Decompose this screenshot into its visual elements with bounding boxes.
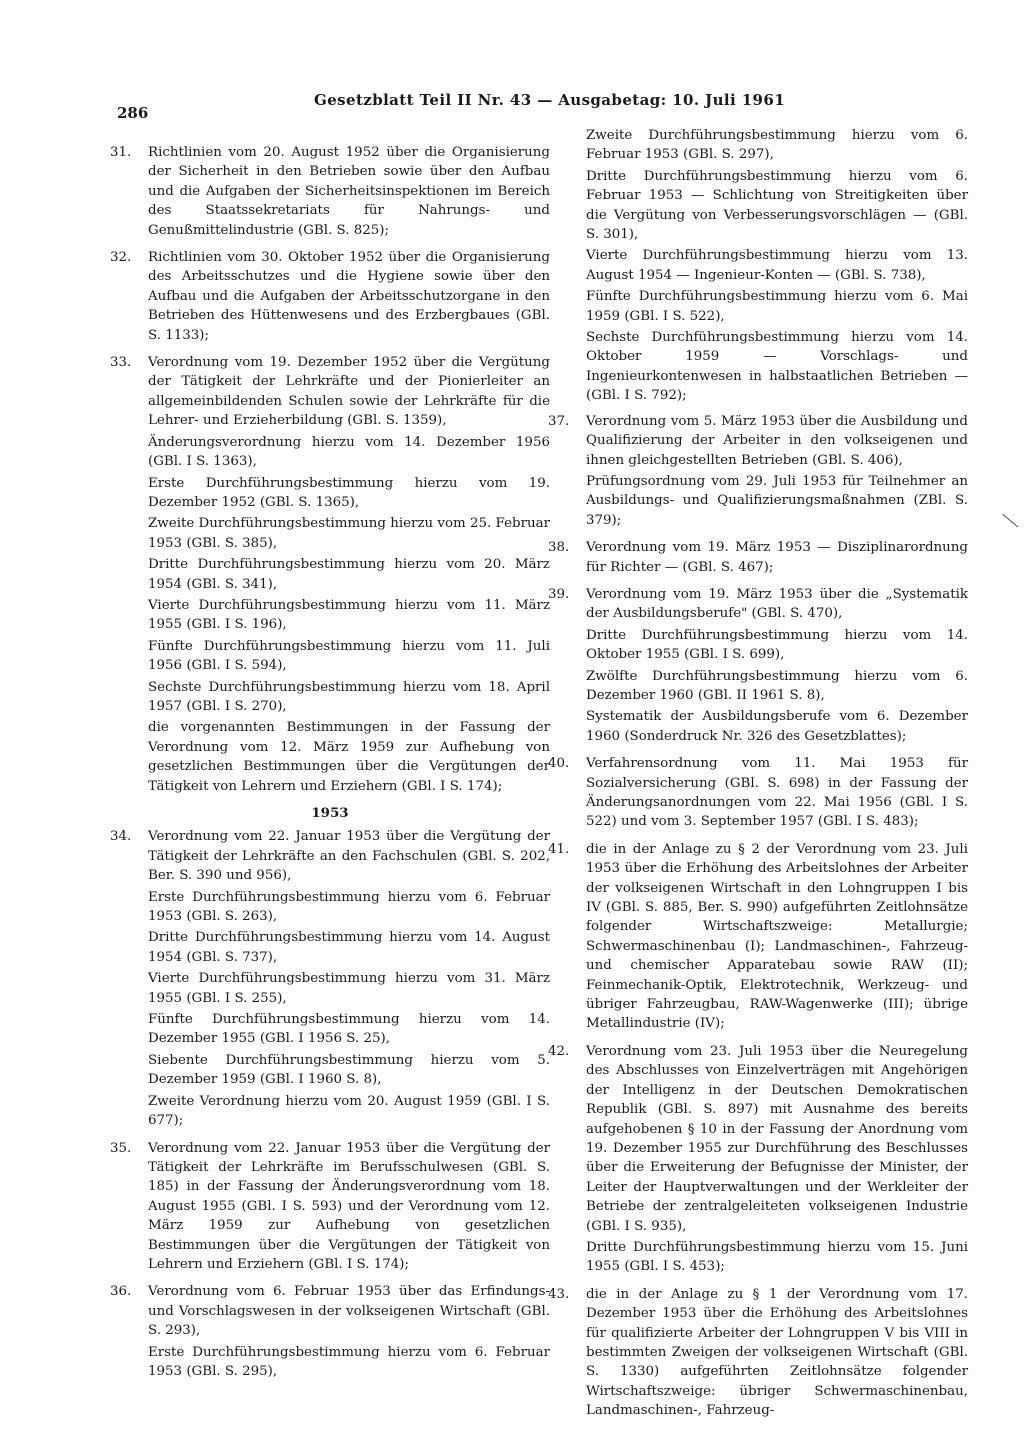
list-item xyxy=(548,1285,968,1423)
item-number: 37. xyxy=(548,413,570,429)
item-text: Richtlinien vom 30. Oktober 1952 über die Organisierung des Arbeitsschutzes und die Hygiene sowie über den Aufbau und die Aufgaben der Arbeitsschutzorgane in den Betrieben des Hüttenwesens und des Erzbergbaues (GBl. S. 1133); xyxy=(148,250,550,343)
sub-entry: Zweite Verordnung hierzu vom 20. August 1959 (GBl. I S. 677); xyxy=(148,1093,550,1129)
item-body xyxy=(148,827,550,1132)
item-text: Verordnung vom 5. März 1953 über die Ausbildung und Qualifizierung der Arbeiter in den volkseigenen und ihnen gleichgestellten Betrieben (GBl. S. 406), xyxy=(586,413,968,468)
continuation-block xyxy=(586,126,968,406)
item-number: 36. xyxy=(110,1284,132,1300)
list-item xyxy=(110,353,550,798)
sub-entry: Zweite Durchführungsbestimmung hierzu vom 6. Februar 1953 (GBl. S. 297), xyxy=(586,128,968,163)
item-text: Verordnung vom 19. März 1953 über die „Systematik der Ausbildungsberufe" (GBl. S. 470), xyxy=(586,586,968,622)
list-item xyxy=(548,412,968,532)
list-item xyxy=(548,754,968,834)
item-body xyxy=(586,585,968,748)
list-item xyxy=(110,827,550,1132)
item-number: 35. xyxy=(110,1140,132,1156)
item-body xyxy=(148,353,550,798)
sub-entry: Systematik der Ausbildungsberufe vom 6. Dezember 1960 (Sonderdruck Nr. 326 des Gesetzblattes); xyxy=(586,709,968,744)
page-header: Gesetzblatt Teil II Nr. 43 — Ausgabetag: 10. Juli 1961 xyxy=(314,91,786,109)
list-item xyxy=(548,538,968,579)
item-number: 43. xyxy=(548,1286,570,1302)
item-text: Verordnung vom 22. Januar 1953 über die Vergütung der Tätigkeit der Lehrkräfte im Berufsschulwesen (GBl. S. 185) in der Fassung der Änderungsverordnung vom 18. August 1955 (GBl. I S. 593) und der Verordnung vom 12. März 1959 zur Aufhebung von gesetzlichen Bestimmungen über die Vergütungen der Tätigkeit von Lehrern und Erziehern (GBl. I S. 174); xyxy=(148,1140,550,1272)
item-number: 40. xyxy=(548,756,570,772)
sub-entry: Erste Durchführungsbestimmung hierzu vom 6. Februar 1953 (GBl. S. 295), xyxy=(148,1344,550,1379)
sub-entry: Dritte Durchführungsbestimmung hierzu vom 15. Juni 1955 (GBl. I S. 453); xyxy=(586,1239,968,1275)
item-text: Verordnung vom 23. Juli 1953 über die Neuregelung des Abschlusses von Einzelverträgen mit Angehörigen der Intelligenz in der Deutschen Demokratischen Republik (GBl. S. 897) mit Ausnahme des bereits aufgehobenen § 10 in der Fassung der Anordnung vom 19. Dezember 1955 zur Durchführung des Beschlusses über die Erweiterung der Befugnisse der Minister, der Leiter der Hauptverwaltungen und der Werkleiter der Betriebe der zentralgeleiteten volkseigenen Industrie (GBl. I S. 935), xyxy=(586,1043,968,1234)
item-number: 34. xyxy=(110,829,132,845)
margin-mark xyxy=(1002,514,1019,528)
item-text: Verordnung vom 22. Januar 1953 über die Vergütung der Tätigkeit der Lehrkräfte an den Fachschulen (GBl. S. 202, Ber. S. 390 und 956), xyxy=(148,829,550,884)
item-body xyxy=(586,840,968,1036)
item-body xyxy=(148,1139,550,1277)
list-item xyxy=(110,143,550,242)
item-text: Verordnung vom 19. Dezember 1952 über die Vergütung der Tätigkeit der Lehrkräfte und der Pionierleiter an allgemeinbildenden Schulen sowie der Lehrkräfte für die Lehrer- und Erzieherbildung (GBl. S. 1359), xyxy=(148,355,550,429)
sub-entry: Dritte Durchführungsbestimmung hierzu vom 6. Februar 1953 — Schlichtung von Streitigkeiten über die Vergütung von Verbesserungsvorschlägen — (GBl. S. 301), xyxy=(586,168,968,243)
sub-entry: Vierte Durchführungsbestimmung hierzu vom 11. März 1955 (GBl. I S. 196), xyxy=(148,597,550,633)
sub-entry: Erste Durchführungsbestimmung hierzu vom 19. Dezember 1952 (GBl. S. 1365), xyxy=(148,475,550,510)
list-item xyxy=(110,1139,550,1277)
sub-entry: Vierte Durchführungsbestimmung hierzu vom 13. August 1954 — Ingenieur-Konten — (GBl. S. 738), xyxy=(586,248,968,283)
sub-entry: Sechste Durchführungsbestimmung hierzu vom 14. Oktober 1959 — Vorschlags- und Ingenieurkontenwesen in halbstaatlichen Betrieben — (GBl. I S. 792); xyxy=(586,330,968,404)
item-body xyxy=(586,1285,968,1423)
item-body xyxy=(586,754,968,834)
sub-entry: Vierte Durchführungsbestimmung hierzu vom 31. März 1955 (GBl. I S. 255), xyxy=(148,971,550,1006)
item-text: die in der Anlage zu § 1 der Verordnung vom 17. Dezember 1953 über die Erhöhung des Arbeitslohnes für qualifizierte Arbeiter der Lohngruppen V bis VIII in bestimmten Zweigen der volkseigenen Wirtschaft (GBl. S. 1330) aufgeführten Zeitlohnsätze folgender Wirtschaftszweige: übriger Schwermaschinenbau, Landmaschinen-, Fahrzeug- xyxy=(586,1286,968,1419)
item-text: die in der Anlage zu § 2 der Verordnung vom 23. Juli 1953 über die Erhöhung des Arbeitslohnes der Arbeiter der volkseigenen Wirtschaft in den Lohngruppen I bis IV (GBl. S. 885, Ber. S. 990) aufgeführten Zeitlohnsätze folgender Wirtschaftszweige: Metallurgie; Schwermaschinenbau (I); Landmaschinen-, Fahrzeug- und chemischer Apparatebau sowie RAW (II); Feinmechanik-Optik, Elektrotechnik, Werkzeug- und übriger Fahrzeugbau, RAW-Wagenwerke (III); übrige Metallindustrie (IV); xyxy=(586,841,968,1032)
item-number: 41. xyxy=(548,841,570,857)
year-heading: 1953 xyxy=(311,805,349,821)
sub-entry: Sechste Durchführungsbestimmung hierzu vom 18. April 1957 (GBl. I S. 270), xyxy=(148,679,550,714)
item-text: Verordnung vom 6. Februar 1953 über das Erfindungs- und Vorschlagswesen in der volkseigenen Wirtschaft (GBl. S. 293), xyxy=(148,1284,550,1339)
list-item xyxy=(110,248,550,347)
sub-entry: Prüfungsordnung vom 29. Juli 1953 für Teilnehmer an Ausbildungs- und Qualifizierungsmaßnahmen (ZBl. S. 379); xyxy=(586,473,968,528)
item-number: 31. xyxy=(110,145,132,160)
sub-entry: Fünfte Durchführungsbestimmung hierzu vom 14. Dezember 1955 (GBl. I 1956 S. 25), xyxy=(148,1012,550,1047)
item-number: 39. xyxy=(548,586,570,602)
sub-entry: Siebente Durchführungsbestimmung hierzu vom 5. Dezember 1959 (GBl. I 1960 S. 8), xyxy=(148,1052,550,1088)
item-text: Richtlinien vom 20. August 1952 über die Organisierung der Sicherheit in den Betrieben sowie über den Aufbau und die Aufgaben der Sicherheitsinspektionen im Bereich des Staatssekretariats für Nahrungs- und Genußmittelindustrie (GBl. S. 825); xyxy=(148,145,550,238)
right-column xyxy=(548,126,968,1429)
list-item xyxy=(110,1282,550,1383)
sub-entry: Dritte Durchführungsbestimmung hierzu vom 14. August 1954 (GBl. S. 737), xyxy=(148,930,550,965)
list-item xyxy=(548,585,968,748)
list-item xyxy=(548,840,968,1036)
sub-entry: Fünfte Durchführungsbestimmung hierzu vom 11. Juli 1956 (GBl. I S. 594), xyxy=(148,638,550,674)
item-body xyxy=(148,1282,550,1383)
sub-entry: Änderungsverordnung hierzu vom 14. Dezember 1956 (GBl. I S. 1363), xyxy=(148,434,550,470)
item-body xyxy=(586,1042,968,1279)
page-number: 286 xyxy=(117,104,149,122)
sub-entry: die vorgenannten Bestimmungen in der Fassung der Verordnung vom 12. März 1959 zur Aufhebung von gesetzlichen Bestimmungen über die Vergütungen der Tätigkeit von Lehrern und Erziehern (GBl. I S. 174); xyxy=(148,720,550,794)
item-number: 38. xyxy=(548,540,570,556)
sub-entry: Erste Durchführungsbestimmung hierzu vom 6. Februar 1953 (GBl. S. 263), xyxy=(148,889,550,925)
item-body xyxy=(586,538,968,579)
item-number: 42. xyxy=(548,1043,570,1059)
sub-entry: Zweite Durchführungsbestimmung hierzu vom 25. Februar 1953 (GBl. S. 385), xyxy=(148,516,550,551)
item-body xyxy=(148,248,550,347)
sub-entry: Dritte Durchführungsbestimmung hierzu vom 20. März 1954 (GBl. S. 341), xyxy=(148,557,550,592)
sub-entry: Dritte Durchführungsbestimmung hierzu vom 14. Oktober 1955 (GBl. I S. 699), xyxy=(586,627,968,663)
list-item xyxy=(548,1042,968,1279)
item-number: 33. xyxy=(110,355,132,371)
item-text: Verordnung vom 19. März 1953 — Disziplinarordnung für Richter — (GBl. S. 467); xyxy=(586,540,968,575)
item-number: 32. xyxy=(110,250,132,266)
item-body xyxy=(148,143,550,242)
sub-entry: Zwölfte Durchführungsbestimmung hierzu vom 6. Dezember 1960 (GBl. II 1961 S. 8), xyxy=(586,668,968,703)
item-text: Verfahrensordnung vom 11. Mai 1953 für Sozialversicherung (GBl. S. 698) in der Fassung der Änderungsanordnungen vom 22. Mai 1956 (GBl. I S. 522) und vom 3. September 1957 (GBl. I S. 483); xyxy=(586,756,968,830)
left-column xyxy=(110,143,550,1389)
item-body xyxy=(586,412,968,532)
sub-entry: Fünfte Durchführungsbestimmung hierzu vom 6. Mai 1959 (GBl. I S. 522), xyxy=(586,289,968,324)
